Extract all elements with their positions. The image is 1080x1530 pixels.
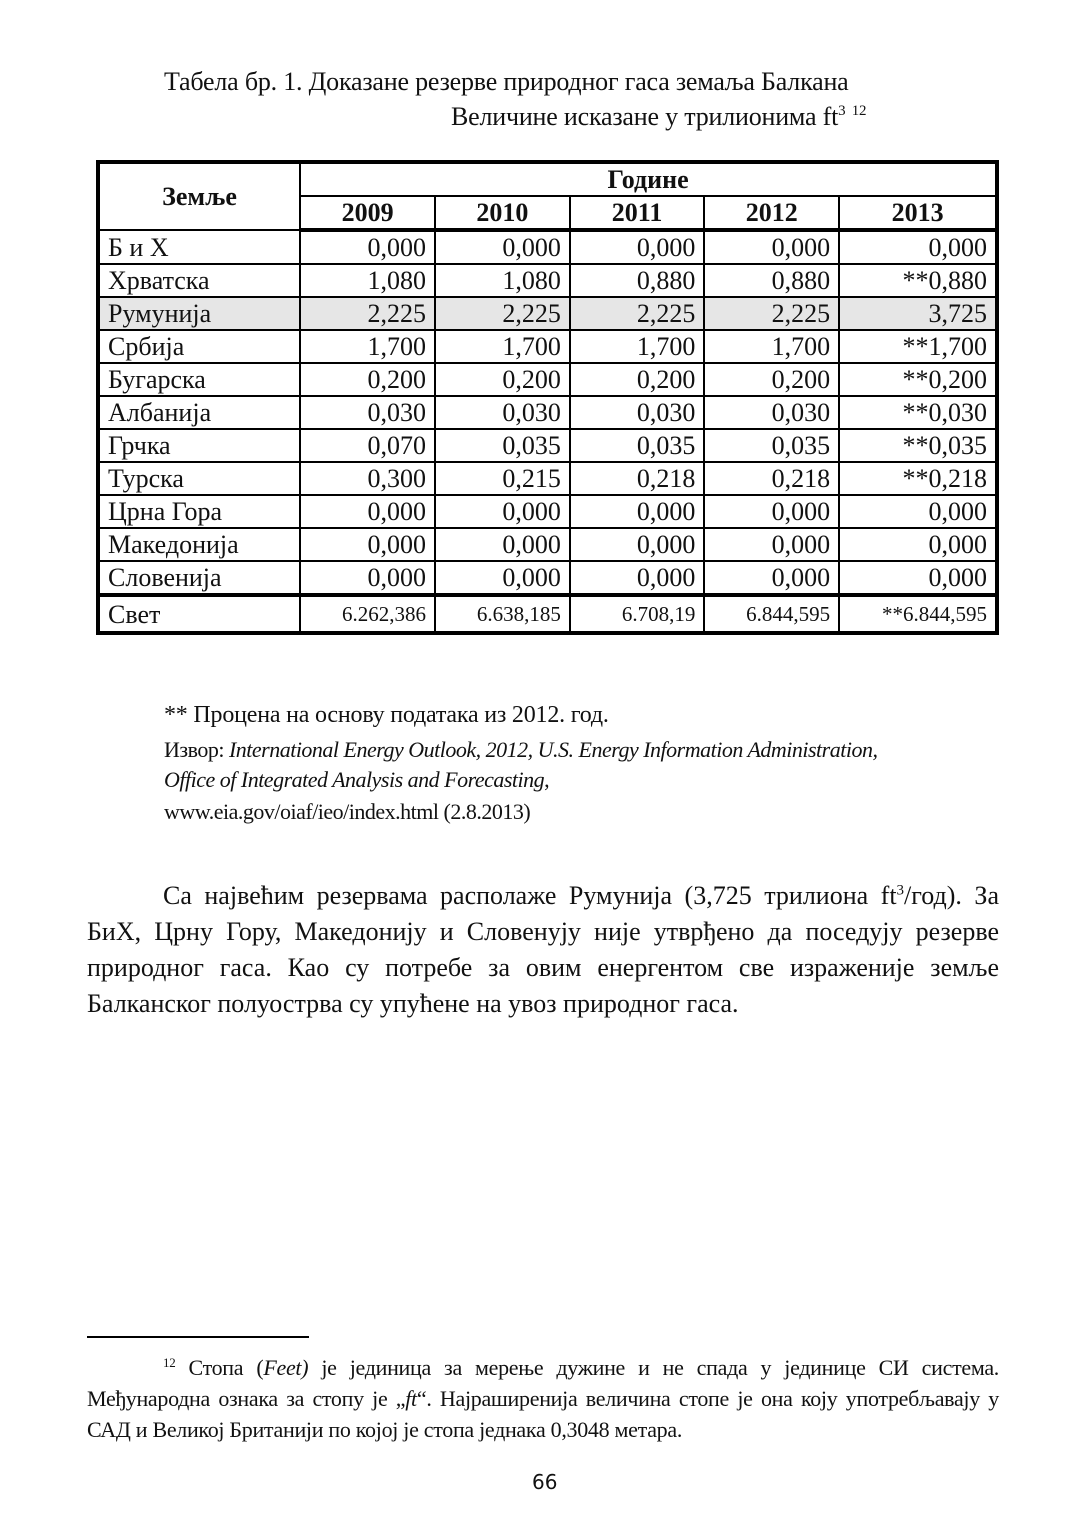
value-cell: 0,035 xyxy=(570,429,704,462)
value-cell: 0,000 xyxy=(570,561,704,595)
footnote-divider xyxy=(87,1336,309,1338)
table-row xyxy=(98,396,997,429)
body-paragraph xyxy=(87,878,999,1022)
value-cell: 6.262,386 xyxy=(300,595,435,633)
value-cell: 0,880 xyxy=(570,264,704,297)
country-cell: Црна Гора xyxy=(98,495,300,528)
caption-units-text: Величине исказане у трилионима ft xyxy=(451,102,839,131)
value-cell: 0,030 xyxy=(300,396,435,429)
source-note-continued xyxy=(164,765,549,795)
value-cell: **0,880 xyxy=(839,264,997,297)
value-cell: 0,000 xyxy=(570,528,704,561)
value-cell: 0,000 xyxy=(570,495,704,528)
source-label: Извор: xyxy=(164,737,224,762)
table-row xyxy=(98,462,997,495)
value-cell: **6.844,595 xyxy=(839,595,997,633)
table-row xyxy=(98,230,997,264)
source-title: International Energy Outlook, 2012, U.S. Energy Information Administration, xyxy=(228,737,878,762)
value-cell: 2,225 xyxy=(570,297,704,330)
value-cell: 1,080 xyxy=(300,264,435,297)
value-cell: **0,030 xyxy=(839,396,997,429)
value-cell: 0,000 xyxy=(839,495,997,528)
value-cell: 2,225 xyxy=(704,297,839,330)
value-cell: 2,225 xyxy=(435,297,570,330)
value-cell: 1,080 xyxy=(435,264,570,297)
value-cell: 3,725 xyxy=(839,297,997,330)
value-cell: 0,000 xyxy=(435,561,570,595)
value-cell: 0,000 xyxy=(704,528,839,561)
country-cell: Свет xyxy=(98,595,300,633)
value-cell: 0,200 xyxy=(704,363,839,396)
gas-reserves-table xyxy=(96,160,999,635)
table-row xyxy=(98,561,997,595)
value-cell: 0,000 xyxy=(435,528,570,561)
value-cell: 0,000 xyxy=(570,230,704,264)
value-cell: 0,000 xyxy=(839,230,997,264)
year-header: 2012 xyxy=(704,196,839,230)
value-cell: 0,070 xyxy=(300,429,435,462)
year-header: 2011 xyxy=(570,196,704,230)
value-cell: **1,700 xyxy=(839,330,997,363)
country-cell: Грчка xyxy=(98,429,300,462)
value-cell: 0,000 xyxy=(704,495,839,528)
country-cell: Хрватска xyxy=(98,264,300,297)
country-cell: Словенија xyxy=(98,561,300,595)
value-cell: 0,218 xyxy=(570,462,704,495)
value-cell: 0,218 xyxy=(704,462,839,495)
value-cell: 0,000 xyxy=(704,561,839,595)
value-cell: 0,200 xyxy=(435,363,570,396)
value-cell: 6.844,595 xyxy=(704,595,839,633)
value-cell: 0,300 xyxy=(300,462,435,495)
country-cell: Б и Х xyxy=(98,230,300,264)
year-header: 2013 xyxy=(839,196,997,230)
country-cell: Бугарска xyxy=(98,363,300,396)
footnote-text: Стопа ( xyxy=(175,1355,264,1380)
value-cell: **0,218 xyxy=(839,462,997,495)
year-header: 2009 xyxy=(300,196,435,230)
country-cell: Турска xyxy=(98,462,300,495)
table-row xyxy=(98,595,997,633)
column-header-countries: Земље xyxy=(98,162,300,230)
value-cell: 1,700 xyxy=(300,330,435,363)
paragraph-superscript: 3 xyxy=(896,882,905,899)
value-cell: 6.638,185 xyxy=(435,595,570,633)
value-cell: 0,035 xyxy=(704,429,839,462)
source-comma: , xyxy=(544,767,550,792)
source-office: Office of Integrated Analysis and Forecasting xyxy=(164,767,545,792)
unit-superscript: 3 xyxy=(838,103,846,119)
country-cell: Албанија xyxy=(98,396,300,429)
value-cell: **0,200 xyxy=(839,363,997,396)
table-row xyxy=(98,297,997,330)
footnote-reference[interactable]: 12 xyxy=(851,103,867,119)
footnote-text: “. Најраширенија величина стопе је она коју употребљавају у САД и Великој Британији по којој је стопа једнака 0,3048 метара. xyxy=(87,1386,999,1442)
table-row xyxy=(98,495,997,528)
value-cell: 0,000 xyxy=(435,495,570,528)
value-cell: 0,000 xyxy=(300,495,435,528)
footnote-number: 12 xyxy=(163,1355,176,1370)
value-cell: 1,700 xyxy=(570,330,704,363)
value-cell: 0,000 xyxy=(300,561,435,595)
value-cell: 0,030 xyxy=(570,396,704,429)
table-caption-units xyxy=(451,101,866,133)
value-cell: 0,215 xyxy=(435,462,570,495)
source-url[interactable]: www.eia.gov/oiaf/ieo/index.html (2.8.2013) xyxy=(164,799,531,824)
page-number: 66 xyxy=(532,1470,558,1494)
footnote-12 xyxy=(87,1352,999,1445)
paragraph-text: Са највећим резервама располаже Румунија (3,725 трилиона ft xyxy=(163,881,897,910)
value-cell: 6.708,19 xyxy=(570,595,704,633)
value-cell: 0,030 xyxy=(435,396,570,429)
footnote-feet-term: Feet) xyxy=(263,1355,309,1380)
table-caption-title xyxy=(164,66,849,98)
year-header: 2010 xyxy=(435,196,570,230)
caption-title-text: Табела бр. 1. Доказане резерве природног гаса земаља Балкана xyxy=(164,67,849,96)
value-cell: 0,030 xyxy=(704,396,839,429)
table-row xyxy=(98,330,997,363)
value-cell: 1,700 xyxy=(704,330,839,363)
value-cell: 0,000 xyxy=(839,528,997,561)
value-cell: 0,035 xyxy=(435,429,570,462)
column-header-years: Године xyxy=(300,162,997,196)
value-cell: 0,880 xyxy=(704,264,839,297)
table-row xyxy=(98,528,997,561)
value-cell: 0,000 xyxy=(435,230,570,264)
value-cell: 0,000 xyxy=(839,561,997,595)
table-row xyxy=(98,429,997,462)
table-row xyxy=(98,264,997,297)
value-cell: 0,000 xyxy=(300,230,435,264)
paragraph-text-continued: /год). За БиХ, Црну Гору, Македонију и Словенују није утврђено да поседују резерве природног гаса. Као су потребе за овим енергентом све израженије земље Балканског полуострва су упућене на увоз природног гаса. xyxy=(87,881,999,1018)
value-cell: 0,000 xyxy=(300,528,435,561)
footnote-ft-symbol: ft xyxy=(405,1386,417,1411)
country-cell: Румунија xyxy=(98,297,300,330)
country-cell: Македонија xyxy=(98,528,300,561)
value-cell: 0,000 xyxy=(704,230,839,264)
value-cell: 2,225 xyxy=(300,297,435,330)
value-cell: 0,200 xyxy=(570,363,704,396)
value-cell: **0,035 xyxy=(839,429,997,462)
estimate-note: ** Процена на основу података из 2012. год. xyxy=(164,702,609,728)
country-cell: Србија xyxy=(98,330,300,363)
source-note xyxy=(164,735,877,765)
footnote-text: је јединица за мерење дужине и не спада у јединице СИ система. Међународна ознака за стопу је „ xyxy=(87,1355,999,1411)
table-row xyxy=(98,363,997,396)
value-cell: 0,200 xyxy=(300,363,435,396)
value-cell: 1,700 xyxy=(435,330,570,363)
